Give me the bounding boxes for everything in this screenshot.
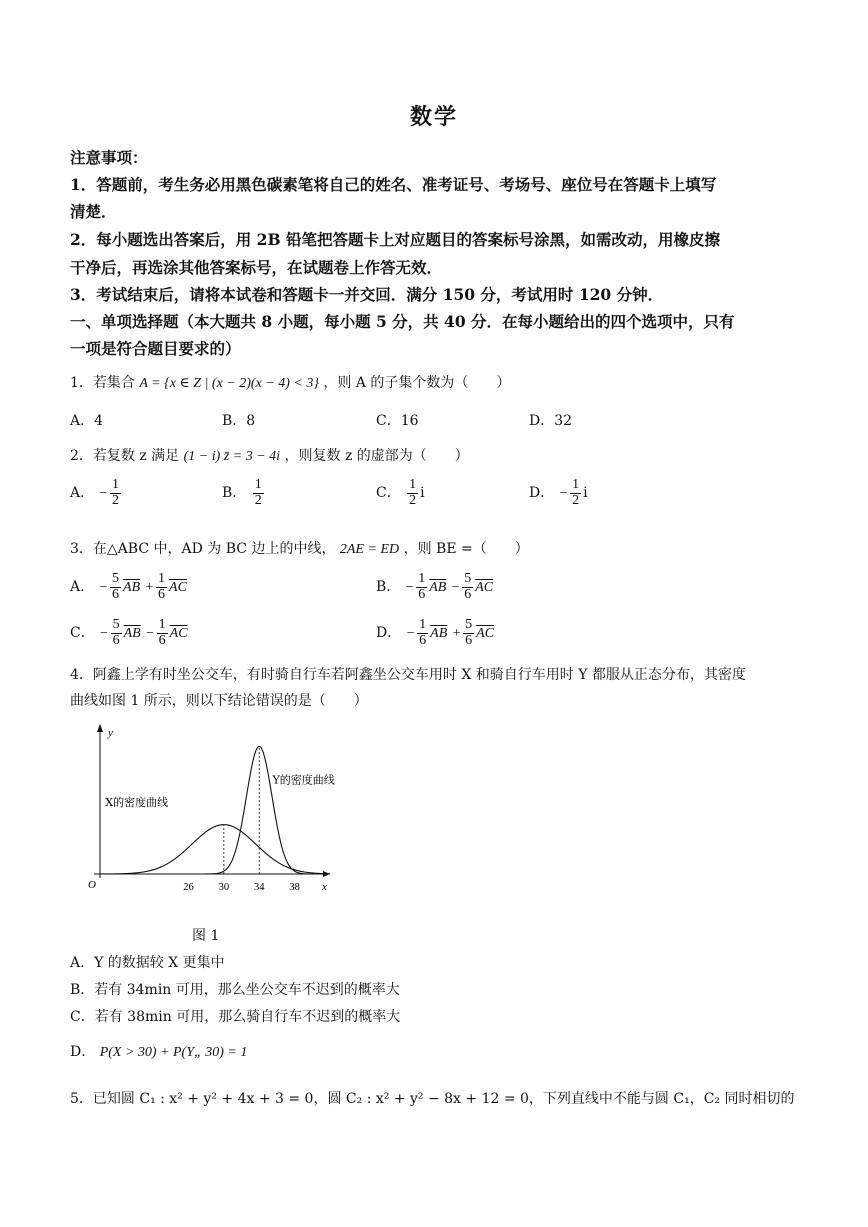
q4-option-d-label: D． xyxy=(70,1044,96,1060)
question-3 xyxy=(70,538,529,558)
section-heading-line-2: 一项是符合题目要求的） xyxy=(70,339,241,358)
x-tick-label-30: 30 xyxy=(218,882,230,893)
density-curve-x xyxy=(100,825,330,874)
q3-option-c: C． − $\frac{5}{6}$ $\overline{AB}$ − $\frac{1}{6}$ $\overline{AC}$ xyxy=(70,617,188,648)
q4-option-d xyxy=(70,1041,247,1061)
q2-option-d-label: D． xyxy=(529,485,555,502)
q1-option-a: A．4 xyxy=(70,413,104,429)
notice-item-1-line-2: 清楚． xyxy=(70,202,117,221)
q4-line-1: 4．阿鑫上学有时坐公交车，有时骑自行车若阿鑫坐公交车用时 X 和骑自行车用时 Y 都服从正态分布，其密度 xyxy=(70,667,746,683)
notice-item-2-line-1: 2．每小题选出答案后，用 2B 铅笔把答题卡上对应题目的答案标号涂黑，如需改动，用橡皮擦 xyxy=(70,230,720,249)
x-tick-label-26: 26 xyxy=(183,882,194,893)
notice-item-2-line-2: 干净后，再选涂其他答案标号，在试题卷上作答无效． xyxy=(70,258,443,277)
q2-option-a-label: A． xyxy=(70,485,95,502)
q2-option-c-label: C． xyxy=(376,485,401,502)
q4-line-2: 曲线如图 1 所示，则以下结论错误的是（ ） xyxy=(70,693,368,709)
q1-suffix: ，则 A 的子集个数为（ ） xyxy=(323,375,511,391)
page-title: 数学 xyxy=(409,104,458,130)
y-axis-arrow xyxy=(97,724,103,732)
question-5: 5．已知圆 C₁ : x² + y² + 4x + 3 = 0，圆 C₂ : x² + y² − 8x + 12 = 0，下列直线中不能与圆 C₁，C₂ 同时相切的 xyxy=(70,1091,795,1107)
x-axis-label: x xyxy=(322,881,327,893)
section-heading-line-1: 一、单项选择题（本大题共 8 小题，每小题 5 分，共 40 分．在每小题给出的四个选项中，只有 xyxy=(70,312,735,331)
x-tick-label-38: 38 xyxy=(289,882,300,893)
notice-item-3: 3．考试结束后，请将本试卷和答题卡一并交回．满分 150 分，考试用时 120 分钟． xyxy=(70,285,664,304)
q3-option-d-label: D． xyxy=(376,625,402,642)
q3-condition: 2AE = ED xyxy=(339,542,400,557)
y-axis-label: y xyxy=(108,727,113,739)
q3-option-b-label: B． xyxy=(376,579,401,596)
q1-prefix: 1．若集合 xyxy=(70,375,135,391)
origin-label: O xyxy=(88,879,96,891)
q2-formula: (1 − i) z̄ = 3 − 4i xyxy=(183,449,281,464)
notice-heading: 注意事项： xyxy=(70,148,148,167)
q2-option-b: B． $\frac{1}{2}$ xyxy=(222,477,262,508)
series-label-x: X的密度曲线 xyxy=(105,796,169,810)
q2-prefix: 2．若复数 z 满足 xyxy=(70,448,180,464)
q3-option-b: B． − $\frac{1}{6}$ $\overline{AB}$ − $\frac{5}{6}$ $\overline{AC}$ xyxy=(376,571,494,602)
q2-option-c: C． $\frac{1}{2}$ i xyxy=(376,477,425,508)
q2-option-d: D． − $\frac{1}{2}$ i xyxy=(529,477,588,508)
q2-option-a: A． − $\frac{1}{2}$ xyxy=(70,477,120,508)
q3-suffix: ，则 BE =（ ） xyxy=(403,541,529,557)
q3-option-a-label: A． xyxy=(70,579,95,596)
q3-option-c-label: C． xyxy=(70,625,95,642)
q4-option-a: A．Y 的数据较 X 更集中 xyxy=(70,955,225,971)
figure-caption: 图 1 xyxy=(192,928,220,944)
notice-item-1-line-1: 1．答题前，考生务必用黑色碳素笔将自己的姓名、准考证号、考场号、座位号在答题卡上填写 xyxy=(70,175,717,194)
question-1 xyxy=(70,372,510,392)
q4-option-c: C．若有 38min 可用，那么骑自行车不迟到的概率大 xyxy=(70,1009,401,1025)
q3-prefix: 3．在△ABC 中，AD 为 BC 边上的中线， xyxy=(70,541,336,557)
density-curve-y xyxy=(100,746,330,874)
series-label-y: Y的密度曲线 xyxy=(272,773,335,787)
q1-option-b: B．8 xyxy=(222,413,256,429)
q1-option-c: C．16 xyxy=(376,413,419,429)
q1-formula: A = {x ∈ Z | (x − 2)(x − 4) < 3} xyxy=(139,376,319,391)
q4-option-b: B．若有 34min 可用，那么坐公交车不迟到的概率大 xyxy=(70,982,400,998)
q2-option-b-label: B． xyxy=(222,485,247,502)
q2-suffix: ，则复数 z 的虚部为（ ） xyxy=(284,448,469,464)
q3-option-a: A． − $\frac{5}{6}$ $\overline{AB}$ + $\frac{1}{6}$ $\overline{AC}$ xyxy=(70,571,187,602)
question-2 xyxy=(70,445,469,465)
q1-option-d: D．32 xyxy=(529,413,573,429)
density-chart xyxy=(80,722,340,897)
x-tick-label-34: 34 xyxy=(253,882,265,893)
q4-option-d-formula: P(X > 30) + P(Y„ 30) = 1 xyxy=(99,1045,248,1060)
q3-option-d: D． − $\frac{1}{6}$ $\overline{AB}$ + $\frac{5}{6}$ $\overline{AC}$ xyxy=(376,617,495,648)
